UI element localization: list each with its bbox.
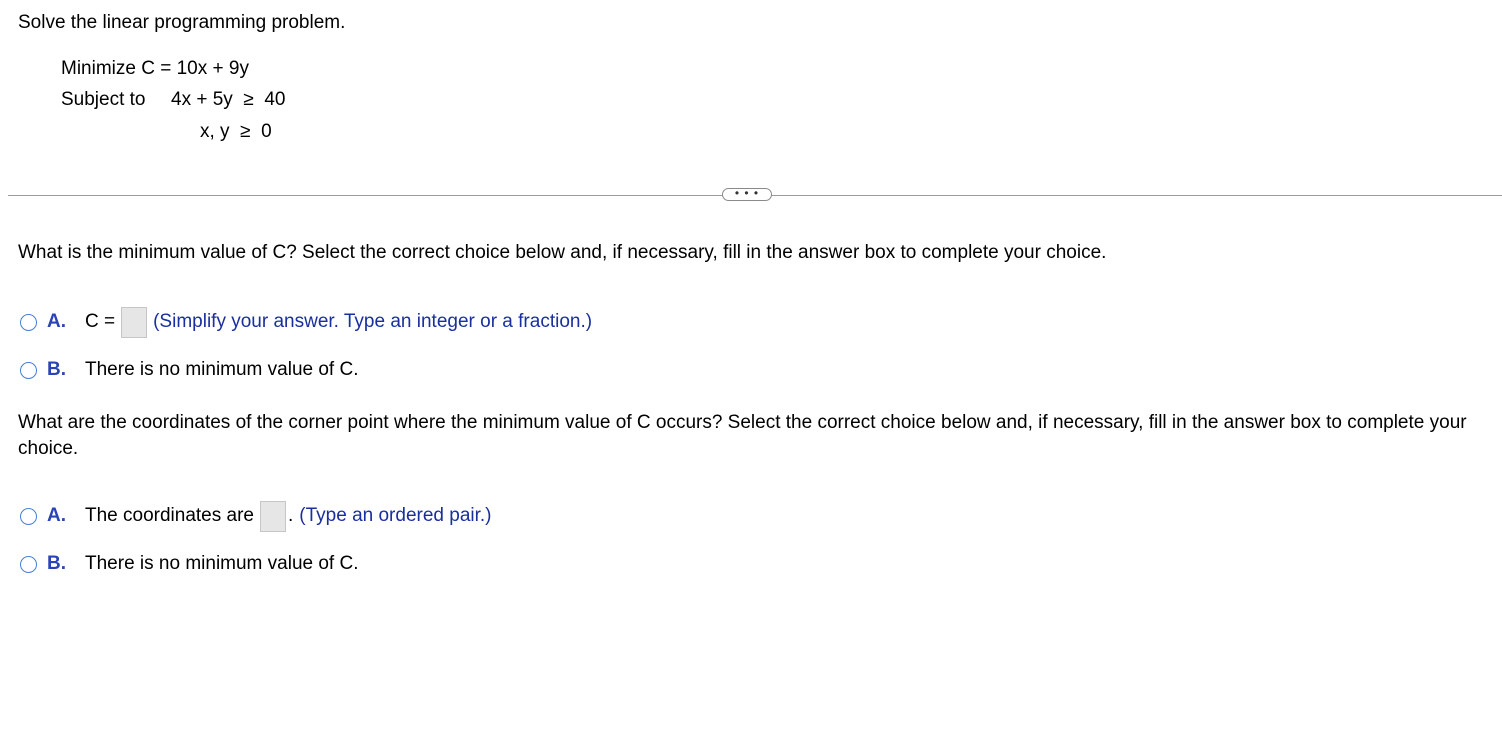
q1-choice-b-text: There is no minimum value of C. bbox=[85, 359, 359, 380]
q2-choice-a-radio[interactable] bbox=[20, 508, 37, 525]
question-1-text: What is the minimum value of C? Select the correct choice below and, if necessary, fill in the answer box to complete your choice. bbox=[18, 242, 1107, 263]
q1-choice-a[interactable] bbox=[20, 305, 592, 339]
q2-choice-a-period: . bbox=[288, 505, 294, 526]
q2-choice-b-text: There is no minimum value of C. bbox=[85, 553, 359, 574]
question-2-text: What are the coordinates of the corner point where the minimum value of C occurs? Select the correct choice below and, if necessary, fill in the answer box to complete your choice. bbox=[18, 412, 1467, 459]
constraint-1: 4x + 5y ≥ 40 bbox=[171, 89, 286, 110]
q2-choice-a-hint: (Type an ordered pair.) bbox=[299, 505, 492, 526]
subject-to-label: Subject to bbox=[61, 89, 146, 110]
objective-function: Minimize C = 10x + 9y bbox=[61, 58, 249, 79]
q2-choice-a-letter: A. bbox=[47, 505, 66, 526]
q1-choice-a-hint: (Simplify your answer. Type an integer or a fraction.) bbox=[153, 311, 593, 332]
q1-choice-a-prefix: C = bbox=[85, 311, 116, 332]
q2-choice-b-radio[interactable] bbox=[20, 556, 37, 573]
q1-choice-b-letter: B. bbox=[47, 359, 66, 380]
q2-choice-b-letter: B. bbox=[47, 553, 66, 574]
q1-choice-a-letter: A. bbox=[47, 311, 66, 332]
more-options-button[interactable] bbox=[722, 188, 772, 201]
q2-choice-a-prefix: The coordinates are bbox=[85, 505, 254, 526]
q2-choice-b[interactable] bbox=[20, 547, 359, 581]
problem-instruction: Solve the linear programming problem. bbox=[18, 12, 346, 33]
q2-choice-a[interactable] bbox=[20, 499, 492, 533]
coordinates-answer-box[interactable] bbox=[260, 501, 286, 532]
constraint-2: x, y ≥ 0 bbox=[200, 121, 272, 142]
q1-choice-b[interactable] bbox=[20, 353, 359, 387]
ellipsis-icon: • • • bbox=[734, 186, 760, 200]
q1-choice-b-radio[interactable] bbox=[20, 362, 37, 379]
min-value-answer-box[interactable] bbox=[121, 307, 147, 338]
q1-choice-a-radio[interactable] bbox=[20, 314, 37, 331]
